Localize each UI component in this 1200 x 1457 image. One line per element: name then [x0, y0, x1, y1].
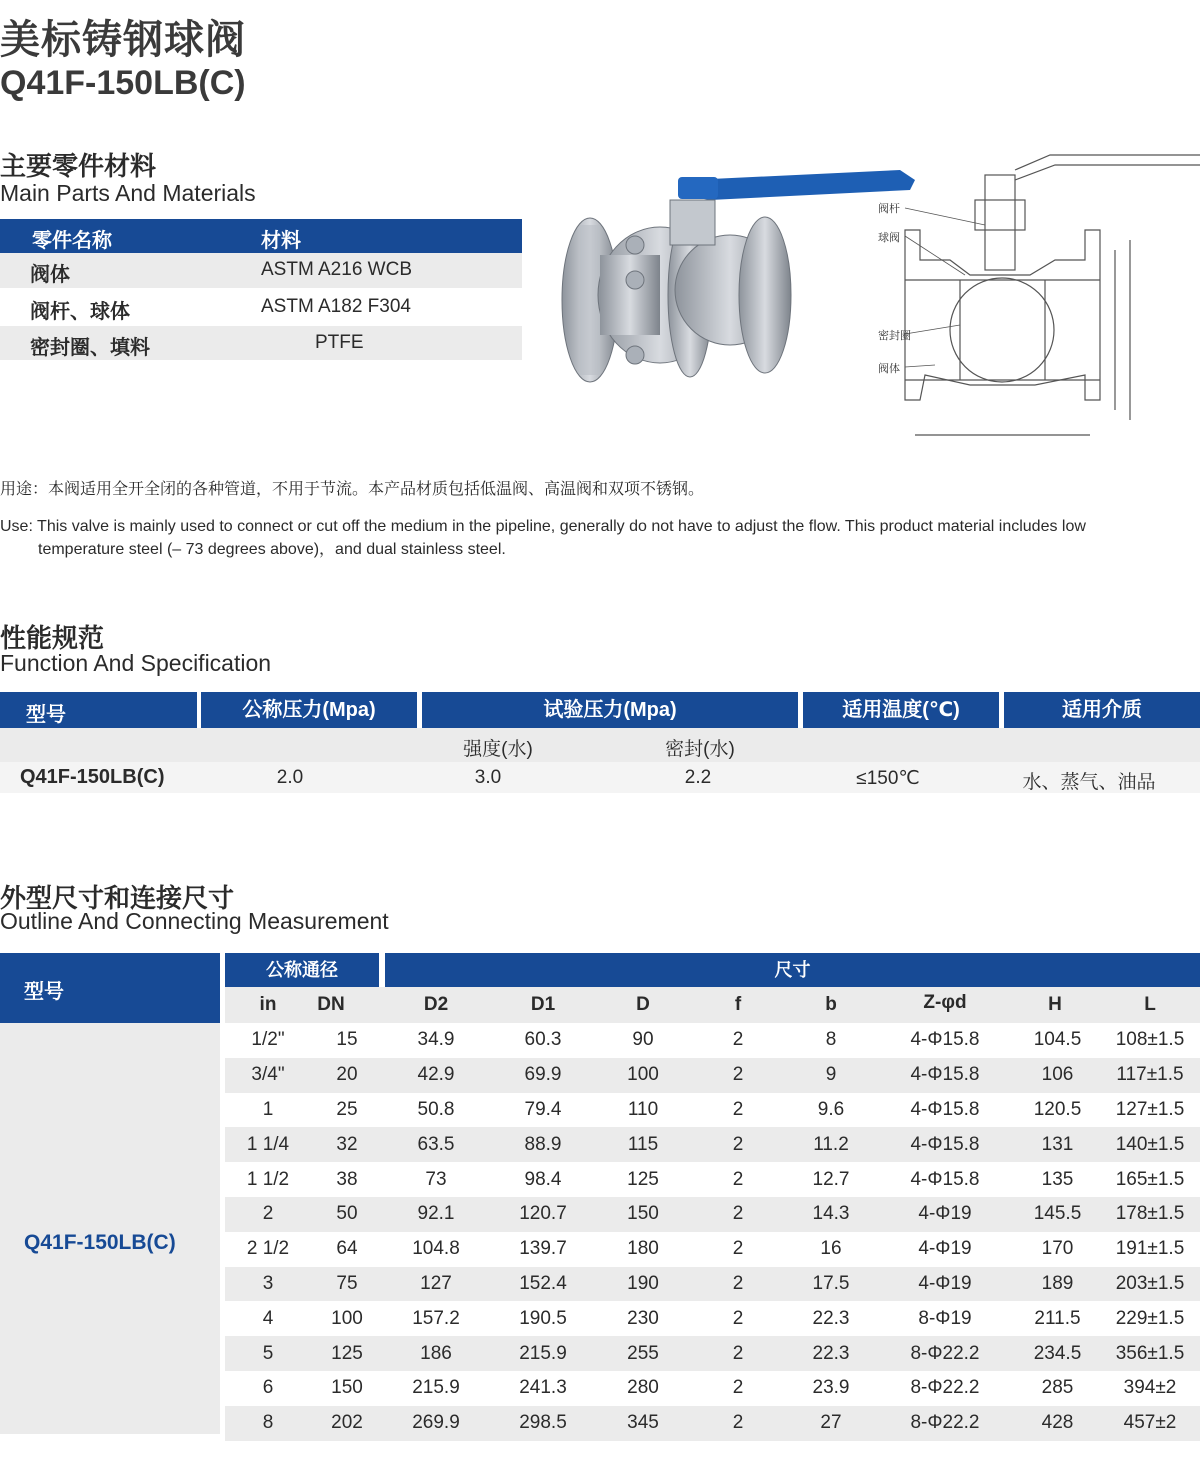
table-cell: 127±1.5 [1115, 1098, 1185, 1120]
table-cell: 8-Φ22.2 [910, 1377, 980, 1399]
dim-title-en: Outline And Connecting Measurement [0, 908, 389, 934]
dim-title-cn: 外型尺寸和连接尺寸 [0, 883, 235, 913]
table-row [225, 1406, 1200, 1441]
table-cell: 25 [336, 1098, 358, 1120]
table-cell: 5 [225, 1336, 311, 1371]
table-cell: 4-Φ15.8 [910, 1168, 980, 1190]
dim-col-zd: Z-φd [923, 992, 967, 1013]
dim-col-f: f [734, 994, 742, 1015]
dim-col-l: L [1144, 994, 1156, 1015]
table-cell: 108±1.5 [1115, 1029, 1185, 1051]
materials-row [0, 253, 522, 288]
table-cell: 75 [311, 1267, 383, 1302]
table-cell: 140±1.5 [1100, 1127, 1200, 1162]
label-body: 阀体 [878, 363, 900, 375]
table-cell: 3/4" [225, 1058, 311, 1093]
table-cell: 186 [383, 1336, 489, 1371]
table-cell: 2 [732, 1238, 744, 1260]
table-cell: 12.7 [812, 1168, 850, 1190]
table-cell: 189 [1015, 1267, 1100, 1302]
usage-en-line1: Use: This valve is mainly used to connect or cut off the medium in the pipeline, generally do not have to adjust the flow. This product material includes low [0, 518, 1086, 535]
table-cell: 229±1.5 [1115, 1307, 1185, 1329]
table-cell: 92.1 [383, 1197, 489, 1232]
spec-medium: 水、蒸气、油品 [1022, 772, 1156, 793]
table-cell: 131 [1015, 1127, 1100, 1162]
material-part: 密封圈、填料 [30, 337, 150, 359]
table-cell: 50.8 [417, 1098, 455, 1120]
usage-en-line2: temperature steel (– 73 degrees above)，and dual stainless steel. [38, 541, 506, 558]
spec-header-temp: 适用温度(℃) [803, 692, 999, 728]
spec-seal: 2.2 [684, 767, 712, 788]
material-value: ASTM A182 F304 [261, 296, 411, 317]
table-cell: 428 [1015, 1406, 1100, 1441]
usage-en [0, 515, 1190, 561]
table-cell: 88.9 [489, 1127, 597, 1162]
table-cell: 4-Φ19 [918, 1238, 972, 1260]
table-cell: 73 [425, 1168, 447, 1190]
table-row [225, 1023, 1200, 1058]
spec-sub-strength: 强度(水) [463, 739, 533, 760]
table-cell: 4-Φ19 [875, 1197, 1015, 1232]
table-cell: 98.4 [524, 1168, 562, 1190]
table-cell: 2 [689, 1267, 787, 1302]
table-cell: 9 [787, 1058, 875, 1093]
table-cell: 63.5 [383, 1127, 489, 1162]
table-cell: 110 [627, 1098, 659, 1120]
table-row [225, 1232, 1200, 1267]
table-cell: 2 [689, 1127, 787, 1162]
table-cell: 345 [597, 1406, 689, 1441]
usage-cn: 用途：本阀适用全开全闭的各种管道，不用于节流。本产品材质包括低温阀、高温阀和双项不锈钢。 [0, 481, 705, 498]
table-cell: 190.5 [519, 1307, 567, 1329]
spec-strength: 3.0 [474, 767, 502, 788]
table-row [225, 1301, 1200, 1336]
spec-title-en: Function And Specification [0, 650, 272, 676]
dim-header-model: 型号 [0, 953, 220, 1023]
spec-title-cn: 性能规范 [0, 623, 105, 653]
table-cell: 190 [597, 1267, 689, 1302]
table-cell: 22.3 [787, 1336, 875, 1371]
material-value: ASTM A216 WCB [261, 259, 412, 280]
table-cell: 2 [732, 1377, 744, 1399]
table-cell: 356±1.5 [1100, 1336, 1200, 1371]
model-title: Q41F-150LB(C) [0, 64, 246, 102]
dim-col-d: D [636, 994, 650, 1015]
label-stem: 阀杆 [878, 203, 900, 215]
table-cell: 8-Φ22.2 [875, 1406, 1015, 1441]
dim-header-nominal: 公称通径 [225, 953, 379, 987]
table-cell: 2 [689, 1336, 787, 1371]
table-cell: 298.5 [489, 1406, 597, 1441]
spec-header-nominal: 公称压力(Mpa) [201, 692, 417, 728]
table-cell: 2 [225, 1197, 311, 1232]
table-row [225, 1267, 1200, 1302]
table-cell: 8 [825, 1029, 837, 1051]
table-cell: 90 [632, 1029, 654, 1051]
dim-model-cell [0, 1023, 220, 1434]
page-title: 美标铸钢球阀 [0, 18, 246, 62]
spec-header-medium: 适用介质 [1004, 692, 1200, 728]
table-cell: 125 [311, 1336, 383, 1371]
table-cell: 16 [820, 1238, 842, 1260]
table-row [225, 1371, 1200, 1406]
table-row [225, 1058, 1200, 1093]
table-cell: 2 [732, 1098, 744, 1120]
table-cell: 139.7 [519, 1238, 567, 1260]
table-cell: 285 [1041, 1377, 1074, 1399]
table-cell: 1 1/2 [246, 1168, 290, 1190]
dim-col-h: H [1048, 994, 1062, 1015]
spec-subheader-row [0, 728, 1200, 762]
table-cell: 6 [262, 1377, 274, 1399]
table-cell: 117±1.5 [1100, 1058, 1200, 1093]
table-cell: 4 [262, 1307, 274, 1329]
spec-nominal: 2.0 [276, 767, 304, 788]
material-part: 阀杆、球体 [30, 301, 130, 323]
table-cell: 14.3 [787, 1197, 875, 1232]
table-cell: 255 [597, 1336, 689, 1371]
table-cell: 2 [689, 1197, 787, 1232]
label-ball: 球阀 [878, 232, 900, 244]
materials-col-material: 材料 [261, 230, 301, 252]
table-cell: 2 [689, 1058, 787, 1093]
table-cell: 8 [225, 1406, 311, 1441]
table-cell: 4-Φ15.8 [910, 1029, 980, 1051]
table-cell: 2 [689, 1406, 787, 1441]
table-cell: 34.9 [417, 1029, 455, 1051]
table-cell: 150 [331, 1377, 363, 1399]
table-cell: 32 [311, 1127, 383, 1162]
table-cell: 125 [627, 1168, 659, 1190]
table-row [225, 1197, 1200, 1232]
valve-cross-section [875, 150, 1200, 440]
table-cell: 2 [732, 1168, 744, 1190]
table-cell: 180 [627, 1238, 659, 1260]
table-cell: 234.5 [1015, 1336, 1100, 1371]
materials-row [0, 288, 522, 326]
table-cell: 50 [311, 1197, 383, 1232]
table-cell: 15 [336, 1029, 358, 1051]
table-cell: 2 1/2 [246, 1238, 290, 1260]
table-cell: 69.9 [489, 1058, 597, 1093]
dim-col-b: b [825, 994, 837, 1015]
table-cell: 145.5 [1015, 1197, 1100, 1232]
valve-photo [560, 165, 920, 390]
dim-header-size: 尺寸 [385, 953, 1200, 987]
table-cell: 4-Φ15.8 [875, 1127, 1015, 1162]
table-cell: 280 [627, 1377, 659, 1399]
table-cell: 2 [732, 1307, 744, 1329]
table-cell: 157.2 [412, 1307, 460, 1329]
table-cell: 4-Φ15.8 [910, 1098, 980, 1120]
table-cell: 120.5 [1033, 1098, 1082, 1120]
table-cell: 100 [597, 1058, 689, 1093]
spec-header-test: 试验压力(Mpa) [422, 692, 798, 728]
table-cell: 42.9 [383, 1058, 489, 1093]
table-cell: 20 [311, 1058, 383, 1093]
table-cell: 211.5 [1034, 1307, 1081, 1329]
table-cell: 165±1.5 [1115, 1168, 1185, 1190]
materials-title-en: Main Parts And Materials [0, 180, 256, 206]
table-cell: 100 [331, 1307, 363, 1329]
table-row [225, 1127, 1200, 1162]
dim-col-in: in [259, 994, 277, 1015]
table-cell: 27 [787, 1406, 875, 1441]
table-cell: 104.5 [1033, 1029, 1082, 1051]
table-cell: 17.5 [787, 1267, 875, 1302]
table-cell: 8-Φ22.2 [875, 1336, 1015, 1371]
table-cell: 203±1.5 [1100, 1267, 1200, 1302]
table-cell: 120.7 [489, 1197, 597, 1232]
table-row [225, 1336, 1200, 1371]
label-seal: 密封圈 [878, 330, 911, 342]
table-cell: 11.2 [787, 1127, 875, 1162]
table-cell: 2 [732, 1029, 744, 1051]
dim-model: Q41F-150LB(C) [24, 1231, 176, 1254]
table-cell: 215.9 [412, 1377, 460, 1399]
table-cell: 64 [336, 1238, 358, 1260]
table-cell: 23.9 [812, 1377, 850, 1399]
material-part: 阀体 [30, 264, 70, 286]
dim-col-dn: DN [317, 994, 345, 1015]
table-cell: 191±1.5 [1115, 1238, 1185, 1260]
table-cell: 4-Φ15.8 [875, 1058, 1015, 1093]
table-cell: 241.3 [519, 1377, 567, 1399]
table-cell: 150 [597, 1197, 689, 1232]
table-cell: 3 [225, 1267, 311, 1302]
dim-col-d2: D2 [423, 994, 449, 1015]
table-cell: 178±1.5 [1100, 1197, 1200, 1232]
table-cell: 8-Φ19 [918, 1307, 972, 1329]
materials-title-cn: 主要零件材料 [0, 151, 157, 181]
table-cell: 394±2 [1123, 1377, 1177, 1399]
table-cell: 457±2 [1100, 1406, 1200, 1441]
materials-header [0, 219, 522, 253]
table-cell: 79.4 [524, 1098, 562, 1120]
table-cell: 202 [311, 1406, 383, 1441]
table-cell: 4-Φ19 [875, 1267, 1015, 1302]
materials-col-part: 零件名称 [32, 230, 112, 252]
material-value: PTFE [315, 332, 364, 353]
spec-temp: ≤150℃ [856, 768, 920, 789]
spec-model: Q41F-150LB(C) [20, 766, 165, 788]
spec-sub-seal: 密封(水) [665, 739, 735, 760]
table-cell: 127 [383, 1267, 489, 1302]
table-cell: 106 [1015, 1058, 1100, 1093]
table-cell: 1 [262, 1098, 274, 1120]
table-cell: 22.3 [812, 1307, 850, 1329]
table-cell: 1/2" [251, 1029, 285, 1051]
dimension-table [225, 1023, 1200, 1441]
table-cell: 38 [336, 1168, 358, 1190]
table-cell: 115 [597, 1127, 689, 1162]
table-cell: 215.9 [489, 1336, 597, 1371]
table-cell: 152.4 [489, 1267, 597, 1302]
table-cell: 170 [1041, 1238, 1074, 1260]
table-cell: 269.9 [383, 1406, 489, 1441]
table-row [225, 1093, 1200, 1128]
dim-col-d1: D1 [530, 994, 556, 1015]
spec-header-model: 型号 [0, 692, 197, 728]
table-cell: 9.6 [817, 1098, 845, 1120]
table-cell: 230 [627, 1307, 659, 1329]
table-row [225, 1162, 1200, 1197]
table-cell: 60.3 [524, 1029, 562, 1051]
table-cell: 104.8 [412, 1238, 460, 1260]
table-cell: 135 [1041, 1168, 1074, 1190]
materials-row [0, 326, 522, 360]
table-cell: 1 1/4 [225, 1127, 311, 1162]
